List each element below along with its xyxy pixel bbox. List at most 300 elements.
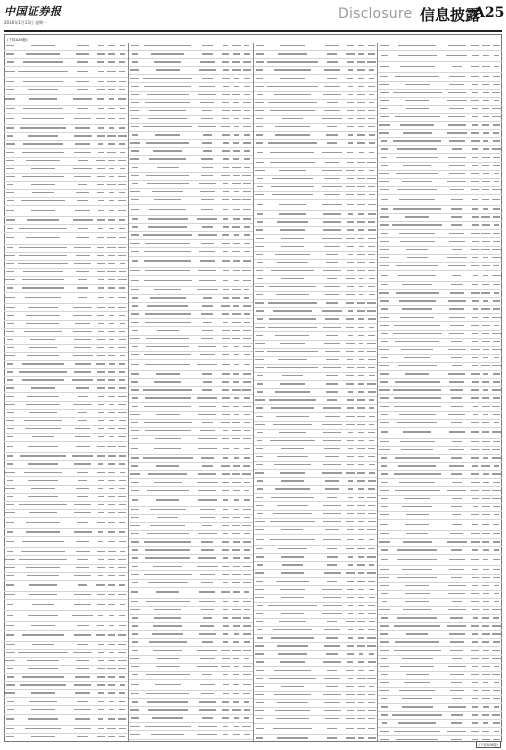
text-placeholder-bar bbox=[242, 270, 251, 271]
table-cell bbox=[266, 497, 319, 500]
text-placeholder-bar bbox=[449, 76, 465, 77]
table-cell bbox=[391, 45, 444, 48]
table-cell bbox=[70, 247, 96, 250]
table-cell bbox=[470, 140, 481, 143]
text-placeholder-bar bbox=[75, 676, 91, 677]
table-cell bbox=[194, 251, 220, 254]
table-cell bbox=[366, 678, 377, 681]
table-cell bbox=[129, 86, 141, 89]
table-cell bbox=[129, 102, 141, 105]
table-cell bbox=[16, 396, 69, 399]
table-cell bbox=[491, 389, 502, 392]
table-cell bbox=[491, 585, 502, 588]
table-cell bbox=[345, 375, 356, 378]
text-placeholder-bar bbox=[347, 367, 354, 368]
text-placeholder-bar bbox=[22, 287, 63, 288]
text-placeholder-bar bbox=[118, 634, 127, 635]
table-cell bbox=[366, 383, 377, 386]
text-placeholder-bar bbox=[148, 473, 187, 474]
table-cell bbox=[356, 213, 367, 216]
text-placeholder-bar bbox=[277, 737, 309, 738]
newspaper-logo: 中国证券报 bbox=[4, 5, 62, 18]
text-placeholder-bar bbox=[368, 702, 375, 703]
table-cell bbox=[106, 307, 117, 310]
text-placeholder-bar bbox=[6, 168, 14, 169]
table-cell bbox=[266, 694, 319, 697]
text-placeholder-bar bbox=[257, 391, 263, 392]
table-cell bbox=[254, 213, 266, 216]
text-placeholder-bar bbox=[96, 118, 105, 119]
table-cell bbox=[480, 397, 491, 400]
table-cell bbox=[378, 308, 390, 311]
text-placeholder-bar bbox=[359, 359, 364, 360]
table-cell bbox=[242, 582, 253, 585]
text-placeholder-bar bbox=[369, 670, 374, 671]
text-placeholder-bar bbox=[232, 430, 241, 431]
text-placeholder-bar bbox=[482, 506, 490, 507]
table-cell bbox=[378, 173, 390, 176]
text-placeholder-bar bbox=[256, 270, 263, 271]
table-cell bbox=[220, 422, 231, 425]
text-placeholder-bar bbox=[74, 339, 92, 340]
text-placeholder-bar bbox=[493, 84, 500, 85]
text-placeholder-bar bbox=[222, 330, 230, 331]
text-placeholder-bar bbox=[452, 66, 462, 67]
text-placeholder-bar bbox=[149, 209, 186, 210]
text-placeholder-bar bbox=[482, 490, 490, 491]
table-row bbox=[378, 607, 502, 615]
text-placeholder-bar bbox=[483, 569, 489, 570]
table-cell bbox=[194, 430, 220, 433]
text-placeholder-bar bbox=[482, 585, 489, 586]
table-cell bbox=[231, 126, 242, 129]
table-cell bbox=[96, 428, 107, 431]
text-placeholder-bar bbox=[255, 246, 264, 247]
text-placeholder-bar bbox=[232, 183, 241, 184]
table-cell bbox=[141, 167, 194, 170]
table-cell bbox=[106, 71, 117, 74]
table-cell bbox=[470, 108, 481, 111]
table-cell bbox=[141, 693, 194, 696]
table-cell bbox=[129, 499, 141, 502]
text-placeholder-bar bbox=[451, 422, 462, 423]
text-placeholder-bar bbox=[20, 684, 66, 685]
table-row bbox=[4, 385, 128, 393]
text-placeholder-bar bbox=[97, 98, 104, 99]
text-placeholder-bar bbox=[7, 455, 13, 456]
text-placeholder-bar bbox=[26, 567, 59, 568]
table-cell bbox=[345, 94, 356, 97]
table-cell bbox=[319, 581, 345, 584]
text-placeholder-bar bbox=[98, 531, 103, 532]
table-cell bbox=[70, 551, 96, 554]
text-placeholder-bar bbox=[369, 407, 375, 408]
table-cell bbox=[491, 233, 502, 236]
table-row bbox=[378, 583, 502, 591]
table-row bbox=[254, 373, 378, 381]
table-cell bbox=[480, 45, 491, 48]
table-cell bbox=[366, 194, 377, 197]
text-placeholder-bar bbox=[494, 465, 499, 466]
table-cell bbox=[106, 480, 117, 483]
table-cell bbox=[16, 446, 69, 449]
text-placeholder-bar bbox=[234, 633, 239, 634]
text-placeholder-bar bbox=[109, 323, 114, 324]
table-row bbox=[378, 154, 502, 162]
text-placeholder-bar bbox=[322, 238, 342, 239]
text-placeholder-bar bbox=[97, 668, 105, 669]
text-placeholder-bar bbox=[451, 216, 462, 217]
table-cell bbox=[231, 658, 242, 661]
text-placeholder-bar bbox=[6, 728, 14, 729]
text-placeholder-bar bbox=[368, 86, 375, 87]
table-cell bbox=[480, 690, 491, 693]
table-cell bbox=[106, 200, 117, 203]
table-cell bbox=[96, 219, 107, 222]
table-cell bbox=[220, 509, 231, 512]
text-placeholder-bar bbox=[348, 432, 353, 433]
section-title-chinese: 信息披露 bbox=[420, 6, 481, 24]
table-cell bbox=[266, 613, 319, 616]
table-cell bbox=[391, 148, 444, 151]
table-cell bbox=[470, 473, 481, 476]
text-placeholder-bar bbox=[404, 357, 429, 358]
text-placeholder-bar bbox=[132, 406, 139, 407]
text-placeholder-bar bbox=[222, 354, 228, 355]
text-placeholder-bar bbox=[144, 406, 191, 407]
table-cell bbox=[194, 364, 220, 367]
text-placeholder-bar bbox=[131, 118, 139, 119]
table-cell bbox=[117, 71, 128, 74]
text-placeholder-bar bbox=[131, 684, 139, 685]
table-cell bbox=[220, 78, 231, 81]
text-placeholder-bar bbox=[269, 678, 316, 679]
text-placeholder-bar bbox=[6, 625, 15, 626]
table-row bbox=[254, 413, 378, 421]
table-cell bbox=[242, 322, 253, 325]
table-cell bbox=[141, 609, 194, 612]
text-placeholder-bar bbox=[221, 591, 230, 592]
text-placeholder-bar bbox=[471, 593, 479, 594]
table-cell bbox=[480, 514, 491, 517]
text-placeholder-bar bbox=[222, 338, 230, 339]
table-row bbox=[4, 698, 128, 706]
table-cell bbox=[470, 92, 481, 95]
table-cell bbox=[141, 218, 194, 221]
table-cell bbox=[117, 428, 128, 431]
text-placeholder-bar bbox=[118, 200, 125, 201]
table-cell bbox=[194, 674, 220, 677]
text-placeholder-bar bbox=[257, 480, 263, 481]
text-placeholder-bar bbox=[281, 556, 305, 557]
text-placeholder-bar bbox=[223, 641, 228, 642]
table-cell bbox=[491, 224, 502, 227]
text-placeholder-bar bbox=[379, 349, 389, 350]
text-placeholder-bar bbox=[347, 162, 354, 163]
text-placeholder-bar bbox=[26, 53, 59, 54]
text-placeholder-bar bbox=[146, 338, 189, 339]
table-cell bbox=[391, 173, 444, 176]
text-placeholder-bar bbox=[447, 541, 467, 542]
text-placeholder-bar bbox=[380, 406, 388, 407]
table-cell bbox=[96, 315, 107, 318]
text-placeholder-bar bbox=[233, 465, 240, 466]
table-row bbox=[378, 656, 502, 664]
text-placeholder-bar bbox=[97, 736, 104, 737]
text-placeholder-bar bbox=[78, 584, 87, 585]
text-placeholder-bar bbox=[368, 286, 374, 287]
table-cell bbox=[378, 100, 390, 103]
text-placeholder-bar bbox=[97, 472, 105, 473]
text-placeholder-bar bbox=[97, 247, 104, 248]
table-cell bbox=[141, 499, 194, 502]
table-cell bbox=[242, 86, 253, 89]
text-placeholder-bar bbox=[368, 710, 376, 711]
table-cell bbox=[4, 496, 16, 499]
text-placeholder-bar bbox=[131, 422, 138, 423]
table-cell bbox=[444, 698, 470, 701]
text-placeholder-bar bbox=[27, 396, 60, 397]
text-placeholder-bar bbox=[148, 218, 188, 219]
table-row bbox=[378, 306, 502, 314]
text-placeholder-bar bbox=[368, 432, 375, 433]
text-placeholder-bar bbox=[76, 446, 90, 447]
table-cell bbox=[220, 270, 231, 273]
table-cell bbox=[16, 522, 69, 525]
table-cell bbox=[266, 61, 319, 64]
table-row bbox=[4, 690, 128, 698]
table-cell bbox=[491, 216, 502, 219]
table-cell bbox=[480, 189, 491, 192]
table-cell bbox=[366, 621, 377, 624]
table-cell bbox=[480, 108, 491, 111]
table-cell bbox=[345, 383, 356, 386]
text-placeholder-bar bbox=[327, 61, 338, 62]
text-placeholder-bar bbox=[492, 148, 501, 149]
text-placeholder-bar bbox=[369, 686, 374, 687]
table-cell bbox=[356, 597, 367, 600]
table-cell bbox=[117, 210, 128, 213]
table-cell bbox=[106, 315, 117, 318]
table-cell bbox=[254, 448, 266, 451]
text-placeholder-bar bbox=[270, 539, 315, 540]
text-placeholder-bar bbox=[348, 142, 353, 143]
text-placeholder-bar bbox=[348, 488, 353, 489]
text-placeholder-bar bbox=[324, 246, 339, 247]
text-placeholder-bar bbox=[271, 637, 315, 638]
text-placeholder-bar bbox=[130, 525, 140, 526]
text-placeholder-bar bbox=[119, 463, 125, 464]
table-cell bbox=[491, 157, 502, 160]
table-cell bbox=[356, 238, 367, 241]
table-row bbox=[378, 512, 502, 520]
text-placeholder-bar bbox=[146, 693, 189, 694]
text-placeholder-bar bbox=[347, 110, 354, 111]
table-cell bbox=[319, 302, 345, 305]
text-placeholder-bar bbox=[132, 134, 138, 135]
text-placeholder-bar bbox=[200, 260, 215, 261]
table-cell bbox=[480, 341, 491, 344]
table-cell bbox=[4, 89, 16, 92]
table-cell bbox=[356, 229, 367, 232]
text-placeholder-bar bbox=[482, 124, 489, 125]
text-placeholder-bar bbox=[98, 404, 105, 405]
text-placeholder-bar bbox=[402, 698, 432, 699]
text-placeholder-bar bbox=[482, 577, 490, 578]
text-placeholder-bar bbox=[232, 94, 240, 95]
text-placeholder-bar bbox=[280, 472, 304, 473]
text-placeholder-bar bbox=[471, 457, 480, 458]
table-cell bbox=[231, 218, 242, 221]
table-cell bbox=[141, 381, 194, 384]
table-cell bbox=[231, 142, 242, 145]
table-cell bbox=[391, 449, 444, 452]
table-row bbox=[378, 355, 502, 363]
table-row bbox=[129, 531, 253, 539]
table-cell bbox=[378, 658, 390, 661]
text-placeholder-bar bbox=[76, 541, 89, 542]
text-placeholder-bar bbox=[358, 497, 365, 498]
table-cell bbox=[366, 432, 377, 435]
table-cell bbox=[141, 465, 194, 468]
text-placeholder-bar bbox=[130, 78, 139, 79]
table-row bbox=[4, 78, 128, 86]
text-placeholder-bar bbox=[255, 399, 265, 400]
text-placeholder-bar bbox=[471, 658, 479, 659]
table-cell bbox=[231, 406, 242, 409]
text-placeholder-bar bbox=[5, 594, 15, 595]
table-cell bbox=[444, 666, 470, 669]
text-placeholder-bar bbox=[272, 178, 314, 179]
text-placeholder-bar bbox=[203, 297, 212, 298]
table-cell bbox=[96, 118, 107, 121]
table-cell bbox=[231, 191, 242, 194]
table-cell bbox=[470, 373, 481, 376]
table-cell bbox=[141, 717, 194, 720]
text-placeholder-bar bbox=[132, 633, 138, 634]
table-cell bbox=[194, 717, 220, 720]
text-placeholder-bar bbox=[5, 567, 15, 568]
table-cell bbox=[491, 541, 502, 544]
text-placeholder-bar bbox=[281, 597, 303, 598]
text-placeholder-bar bbox=[109, 404, 114, 405]
text-placeholder-bar bbox=[223, 218, 228, 219]
table-cell bbox=[194, 346, 220, 349]
table-cell bbox=[378, 524, 390, 527]
table-cell bbox=[491, 722, 502, 725]
text-placeholder-bar bbox=[472, 55, 479, 56]
text-placeholder-bar bbox=[6, 522, 14, 523]
text-placeholder-bar bbox=[203, 134, 212, 135]
table-cell bbox=[16, 584, 69, 587]
text-placeholder-bar bbox=[358, 589, 364, 590]
table-cell bbox=[117, 660, 128, 663]
text-placeholder-bar bbox=[223, 601, 228, 602]
table-cell bbox=[345, 440, 356, 443]
text-placeholder-bar bbox=[74, 247, 91, 248]
table-cell bbox=[319, 391, 345, 394]
table-cell bbox=[470, 641, 481, 644]
text-placeholder-bar bbox=[18, 263, 68, 264]
text-placeholder-bar bbox=[380, 100, 389, 101]
table-cell bbox=[345, 529, 356, 532]
text-placeholder-bar bbox=[393, 92, 442, 93]
text-placeholder-bar bbox=[449, 381, 464, 382]
text-placeholder-bar bbox=[368, 488, 375, 489]
table-cell bbox=[345, 399, 356, 402]
text-placeholder-bar bbox=[280, 343, 304, 344]
text-placeholder-bar bbox=[401, 349, 433, 350]
text-placeholder-bar bbox=[482, 449, 490, 450]
table-row bbox=[4, 666, 128, 674]
table-cell bbox=[366, 710, 377, 713]
text-placeholder-bar bbox=[327, 737, 336, 738]
text-placeholder-bar bbox=[131, 354, 139, 355]
table-cell bbox=[242, 693, 253, 696]
text-placeholder-bar bbox=[357, 221, 365, 222]
text-placeholder-bar bbox=[282, 118, 304, 119]
text-placeholder-bar bbox=[131, 175, 139, 176]
text-placeholder-bar bbox=[143, 389, 192, 390]
table-cell bbox=[117, 184, 128, 187]
table-cell bbox=[141, 338, 194, 341]
table-cell bbox=[391, 308, 444, 311]
table-cell bbox=[366, 254, 377, 257]
text-placeholder-bar bbox=[380, 739, 390, 740]
text-placeholder-bar bbox=[131, 150, 139, 151]
table-cell bbox=[194, 142, 220, 145]
table-cell bbox=[16, 210, 69, 213]
text-placeholder-bar bbox=[323, 539, 341, 540]
text-placeholder-bar bbox=[6, 584, 14, 585]
text-placeholder-bar bbox=[380, 641, 390, 642]
table-cell bbox=[220, 726, 231, 729]
text-placeholder-bar bbox=[483, 682, 488, 683]
table-cell bbox=[391, 482, 444, 485]
text-placeholder-bar bbox=[109, 339, 114, 340]
table-cell bbox=[117, 53, 128, 56]
text-placeholder-bar bbox=[358, 229, 364, 230]
text-placeholder-bar bbox=[119, 61, 125, 62]
text-placeholder-bar bbox=[75, 127, 89, 128]
text-placeholder-bar bbox=[322, 170, 342, 171]
table-cell bbox=[444, 66, 470, 69]
table-cell bbox=[378, 349, 390, 352]
text-placeholder-bar bbox=[381, 165, 388, 166]
text-placeholder-bar bbox=[244, 158, 250, 159]
table-cell bbox=[366, 572, 377, 575]
table-cell bbox=[470, 181, 481, 184]
text-placeholder-bar bbox=[7, 315, 14, 316]
text-placeholder-bar bbox=[482, 66, 490, 67]
text-placeholder-bar bbox=[358, 629, 364, 630]
table-cell bbox=[117, 192, 128, 195]
table-cell bbox=[319, 126, 345, 129]
table-row bbox=[378, 62, 502, 73]
table-cell bbox=[480, 55, 491, 58]
text-placeholder-bar bbox=[255, 521, 265, 522]
table-cell bbox=[266, 278, 319, 281]
table-cell bbox=[242, 251, 253, 254]
table-cell bbox=[141, 305, 194, 308]
text-placeholder-bar bbox=[323, 597, 341, 598]
text-placeholder-bar bbox=[221, 175, 230, 176]
table-row bbox=[129, 740, 253, 741]
table-cell bbox=[194, 78, 220, 81]
text-placeholder-bar bbox=[483, 473, 488, 474]
table-row bbox=[254, 627, 378, 635]
table-cell bbox=[220, 457, 231, 460]
